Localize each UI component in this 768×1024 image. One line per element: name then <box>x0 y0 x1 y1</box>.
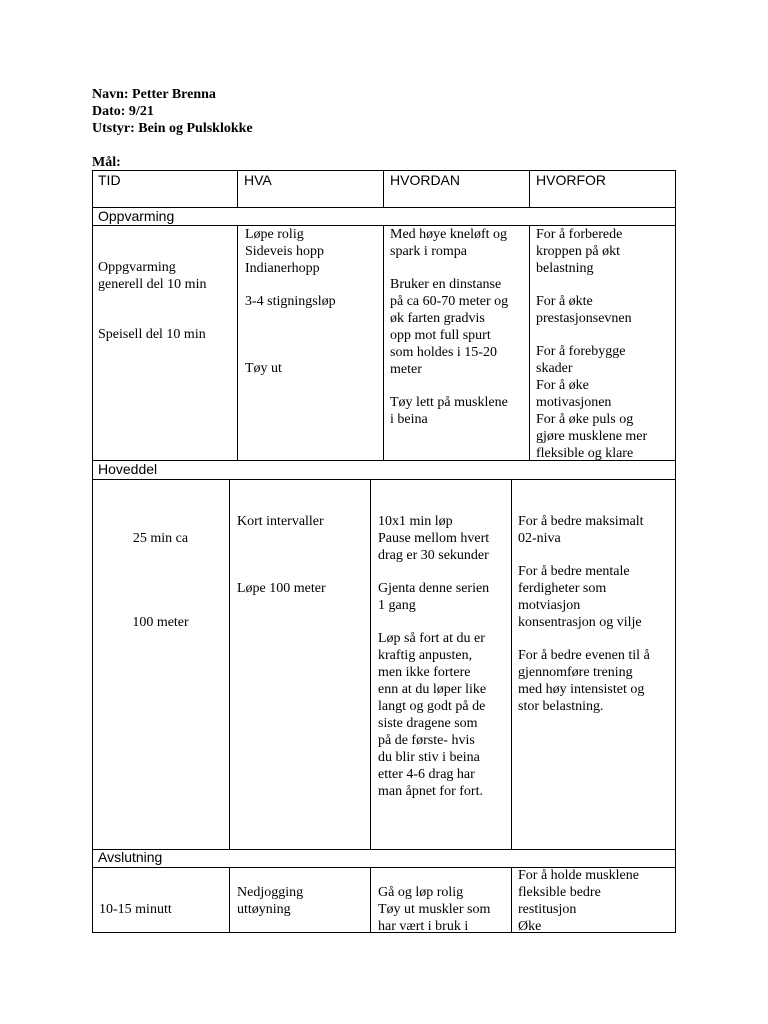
column-divider <box>229 867 230 933</box>
hva-cell: Løpe 100 meter <box>237 581 326 596</box>
hvorfor-cell: For å holde musklene fleksible bedre restitusjon Øke <box>518 868 639 934</box>
date-line: Dato: 9/21 <box>92 104 154 119</box>
hvordan-cell: Bruker en dinstanse på ca 60-70 meter og øk farten gradvis opp mot full spurt som holdes i 15-20 meter <box>390 277 509 377</box>
hva-cell: Løpe rolig Sideveis hopp Indianerhopp <box>245 227 324 276</box>
hvorfor-cell: For å forebygge skader For å øke motivasjonen For å øke puls og gjøre musklene mer fleksible og klare <box>536 344 648 461</box>
section-label-hoveddel: Hoveddel <box>98 461 158 477</box>
document-header <box>92 86 253 171</box>
column-divider <box>229 479 230 850</box>
hva-cell: Nedjogging uttøyning <box>237 885 304 917</box>
name-line: Navn: Petter Brenna <box>92 87 216 102</box>
tid-cell: 100 meter <box>132 615 189 630</box>
column-divider <box>511 479 512 850</box>
hvordan-cell: Tøy lett på musklene i beina <box>390 395 508 427</box>
equipment-line: Utstyr: Bein og Pulsklokke <box>92 121 253 136</box>
section-label-row <box>92 460 676 480</box>
hvordan-cell: Gjenta denne serien 1 gang <box>378 581 490 613</box>
hvordan-cell: Gå og løp rolig Tøy ut muskler som har vært i bruk i <box>378 885 491 934</box>
tid-cell: Oppgvarming generell del 10 min <box>98 260 207 292</box>
hva-cell: 3-4 stigningsløp <box>245 294 336 309</box>
hvordan-cell: Med høye kneløft og spark i rompa <box>390 227 508 259</box>
column-divider <box>529 225 530 461</box>
hvorfor-cell: For å økte prestasjonsevnen <box>536 294 632 326</box>
hvorfor-cell: For å forberede kroppen på økt belastning <box>536 227 623 276</box>
hvorfor-cell: For å bedre evenen til å gjennomføre trening med høy intensistet og stor belastning. <box>518 648 650 714</box>
column-header-hva: HVA <box>244 172 272 188</box>
hvorfor-cell: For å bedre maksimalt 02-niva <box>518 514 644 546</box>
column-header-tid: TID <box>98 172 121 188</box>
column-divider <box>383 170 384 208</box>
column-header-hvorfor: HVORFOR <box>536 172 606 188</box>
column-header-hvordan: HVORDAN <box>390 172 461 188</box>
tid-cell: 25 min ca <box>132 531 189 546</box>
column-divider <box>383 225 384 461</box>
hvordan-cell: 10x1 min løp Pause mellom hvert drag er 30 sekunder <box>378 514 490 563</box>
tid-cell: Speisell del 10 min <box>98 327 206 342</box>
tid-cell: 10-15 minutt <box>99 902 172 917</box>
column-divider <box>237 170 238 208</box>
hvorfor-cell: For å bedre mentale ferdigheter som motviasjon konsentrasjon og vilje <box>518 564 642 630</box>
hvordan-cell: Løp så fort at du er kraftig anpusten, men ikke fortere enn at du løper like langt og godt på de siste dragene som på de første- hvis du blir stiv i beina etter 4-6 drag har man åpnet for fort. <box>378 631 487 799</box>
column-divider <box>511 867 512 933</box>
hva-cell: Tøy ut <box>245 361 282 376</box>
section-label-oppvarming: Oppvarming <box>98 208 175 224</box>
column-divider <box>370 479 371 850</box>
column-divider <box>237 225 238 461</box>
section-label-row <box>92 849 676 868</box>
column-divider <box>529 170 530 208</box>
goal-line: Mål: <box>92 155 121 170</box>
section-label-row <box>92 207 676 226</box>
section-label-avslutning: Avslutning <box>98 849 163 865</box>
column-divider <box>370 867 371 933</box>
hva-cell: Kort intervaller <box>237 514 324 529</box>
